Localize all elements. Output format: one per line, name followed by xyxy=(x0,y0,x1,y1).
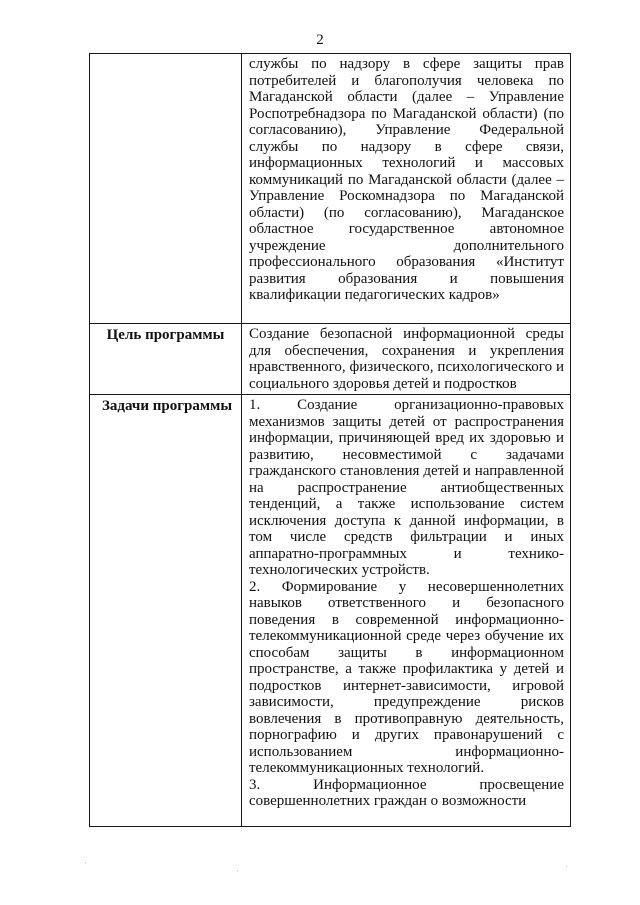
table-row xyxy=(90,324,571,395)
program-passport-table xyxy=(89,53,571,827)
row-content xyxy=(242,324,571,395)
row-label: Задачи программы xyxy=(90,395,242,827)
row-label: Цель программы xyxy=(90,324,242,395)
row-paragraph: Создание безопасной информационной среды для обеспечения, сохранения и укрепления нравственного, физического, психологического и социального здоровья детей и подростков xyxy=(249,326,564,392)
page-number: 2 xyxy=(316,32,324,48)
scan-artifact xyxy=(85,862,86,863)
row-paragraph: 1. Создание организационно-правовых механизмов защиты детей от распространения информации, причиняющей вред их здоровью и развитию, несовместимой с задачами гражданского становления детей и направленной на распространение антиобщественных тенденций, а также использование систем исключения доступа к данной информации, в том числе средств фильтрации и иных аппаратно-программных и технико-технологических устройств. xyxy=(249,397,564,578)
scan-artifact xyxy=(237,870,238,871)
row-paragraph: службы по надзору в сфере защиты прав потребителей и благополучия человека по Магаданской области (далее – Управление Роспотребнадзора по Магаданской области) (по согласованию), Управление Федеральной службы по надзору в сфере связи, информационных технологий и массовых коммуникаций по Магаданской области (далее – Управление Роскомнадзора по Магаданской области) (по согласованию), Магаданское областное государственное автономное учреждение дополнительного профессионального образования «Институт развития образования и повышения квалификации педагогических кадров» xyxy=(249,56,564,303)
table-row xyxy=(90,395,571,827)
table-row xyxy=(90,54,571,324)
row-paragraph: 3. Информационное просвещение совершеннолетних граждан о возможности xyxy=(249,776,564,809)
row-paragraph: 2. Формирование у несовершеннолетних навыков ответственного и безопасного поведения в современной информационно-телекоммуникационной среде через обучение их способам защиты в информационном пространстве, а также профилактика у детей и подростков интернет-зависимости, игровой зависимости, предупреждение рисков вовлечения в противоправную деятельность, порнографию и других правонарушений с использованием информационно-телекоммуникационных технологий. xyxy=(249,578,564,776)
row-label xyxy=(90,54,242,324)
row-content xyxy=(242,54,571,324)
row-content xyxy=(242,395,571,827)
scan-artifact xyxy=(566,866,567,867)
